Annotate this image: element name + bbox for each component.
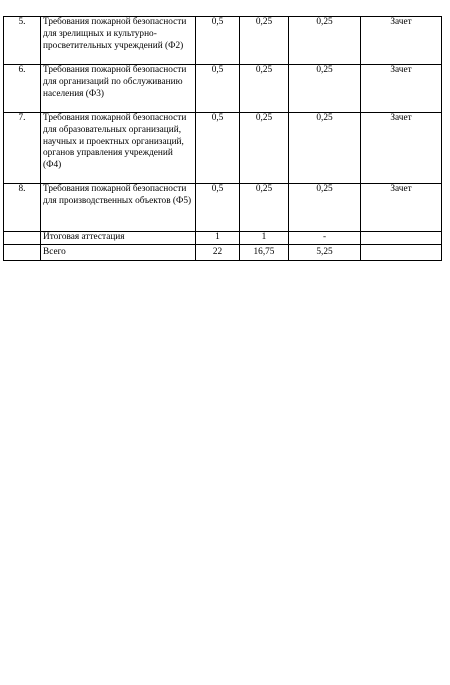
hours-lecture: 1 [240, 232, 289, 245]
control-form: Зачет [361, 184, 442, 232]
control-form [361, 245, 442, 261]
topic-name: Требования пожарной безопасности для зрелищных и культурно-просветительных учреждений (Ф2) [41, 17, 196, 65]
hours-practice: 0,25 [289, 65, 361, 113]
total-row [4, 245, 442, 261]
hours-total: 0,5 [196, 184, 240, 232]
table-row [4, 17, 442, 65]
attestation-label: Итоговая аттестация [41, 232, 196, 245]
hours-total: 0,5 [196, 17, 240, 65]
hours-practice: 0,25 [289, 184, 361, 232]
row-number-empty [4, 232, 41, 245]
control-form: Зачет [361, 65, 442, 113]
row-number-empty [4, 245, 41, 261]
hours-lecture: 16,75 [240, 245, 289, 261]
control-form: Зачет [361, 17, 442, 65]
topic-name: Требования пожарной безопасности для организаций по обслуживанию населения (Ф3) [41, 65, 196, 113]
topic-name: Требования пожарной безопасности для образовательных организаций, научных и проектных организаций, органов управления учреждений (Ф4) [41, 113, 196, 184]
hours-practice: 0,25 [289, 17, 361, 65]
table-row [4, 184, 442, 232]
row-number: 6. [4, 65, 41, 113]
control-form [361, 232, 442, 245]
hours-lecture: 0,25 [240, 65, 289, 113]
table-row [4, 113, 442, 184]
hours-practice: 0,25 [289, 113, 361, 184]
row-number: 7. [4, 113, 41, 184]
curriculum-table [3, 16, 442, 261]
hours-total: 1 [196, 232, 240, 245]
hours-lecture: 0,25 [240, 113, 289, 184]
attestation-row [4, 232, 442, 245]
hours-lecture: 0,25 [240, 184, 289, 232]
hours-total: 0,5 [196, 113, 240, 184]
hours-lecture: 0,25 [240, 17, 289, 65]
row-number: 5. [4, 17, 41, 65]
topic-name: Требования пожарной безопасности для производственных объектов (Ф5) [41, 184, 196, 232]
control-form: Зачет [361, 113, 442, 184]
hours-practice: 5,25 [289, 245, 361, 261]
table-row [4, 65, 442, 113]
row-number: 8. [4, 184, 41, 232]
total-label: Всего [41, 245, 196, 261]
hours-total: 22 [196, 245, 240, 261]
hours-practice: - [289, 232, 361, 245]
hours-total: 0,5 [196, 65, 240, 113]
